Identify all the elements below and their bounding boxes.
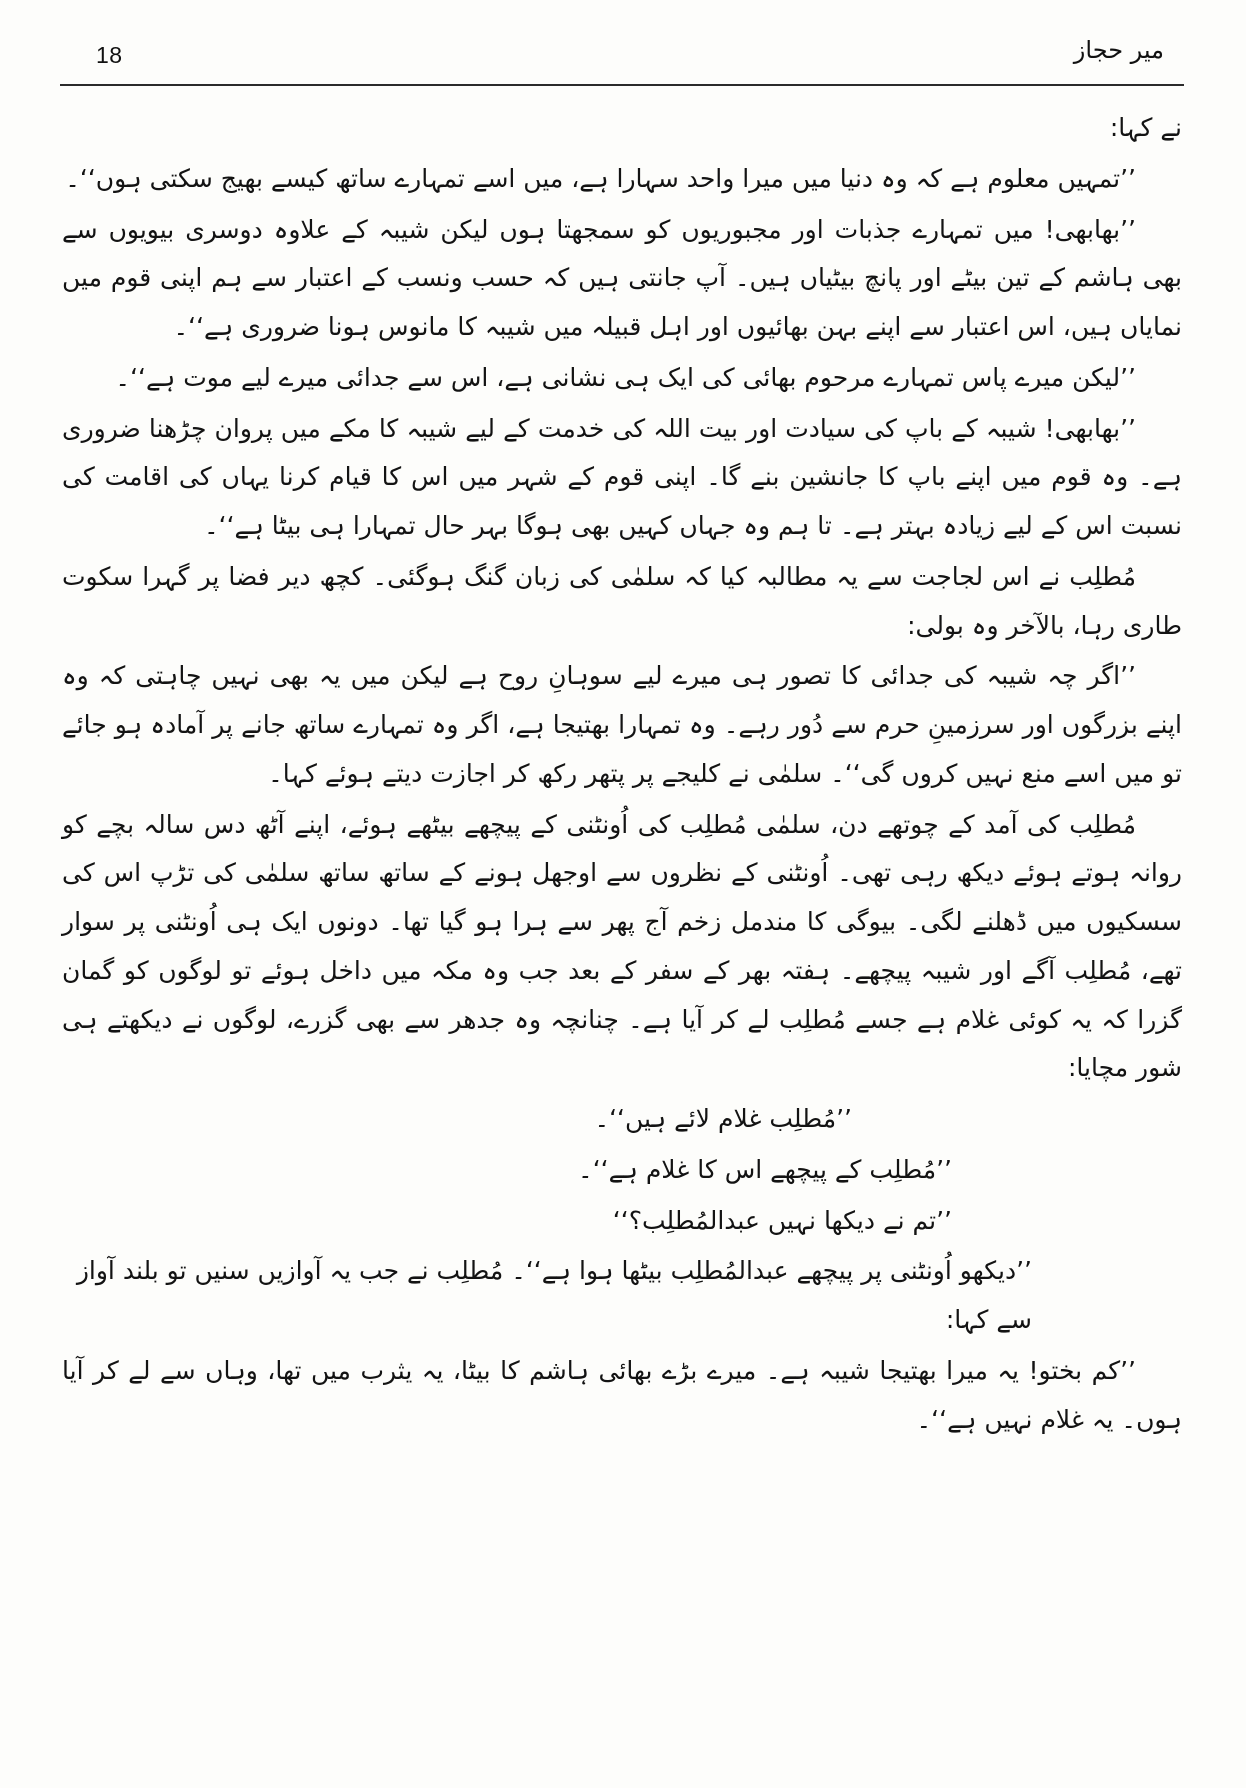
quoted-line: ’’دیکھو اُونٹنی پر پیچھے عبدالمُطلِب بیٹھا ہوا ہے‘‘۔ مُطلِب نے جب یہ آوازیں سنیں تو بلند آواز سے کہا:	[76, 1256, 1032, 1334]
paragraph: نے کہا:	[1109, 113, 1182, 142]
book-title: میر حجاز	[1073, 36, 1164, 64]
paragraph: ’’لیکن میرے پاس تمہارے مرحوم بھائی کی ایک ہی نشانی ہے، اس سے جدائی میرے لیے موت ہے‘‘۔	[115, 362, 1136, 392]
page-header	[72, 34, 1174, 82]
quoted-line: ’’مُطلِب کے پیچھے اس کا غلام ہے‘‘۔	[578, 1154, 952, 1184]
header-divider	[60, 84, 1184, 86]
paragraph: مُطلِب نے اس لجاجت سے یہ مطالبہ کیا کہ سلمٰی کی زبان گنگ ہوگئی۔ کچھ دیر فضا پر گہرا سکوت طاری رہا، بالآخر وہ بولی:	[62, 561, 1182, 640]
paragraph: مُطلِب کی آمد کے چوتھے دن، سلمٰی مُطلِب کی اُونٹنی کے پیچھے بیٹھے ہوئے، اپنے آٹھ دس سالہ بچے کو روانہ ہوتے ہوئے دیکھ رہی تھی۔ اُونٹنی کے نظروں سے اوجھل ہونے کے ساتھ ساتھ سلمٰی کی تڑپ اس کی سسکیوں میں ڈھلنے لگی۔ بیوگی کا مندمل زخم آج پھر سے ہرا ہو گیا تھا۔ دونوں ایک ہی اُونٹنی پر سوار تھے، مُطلِب آگے اور شیبہ پیچھے۔ ہفتہ بھر کے سفر کے بعد جب وہ مکہ میں داخل ہوئے تو لوگوں کو گمان گزرا کہ یہ کوئی غلام ہے جسے مُطلِب لے کر آیا ہے۔ چنانچہ وہ جدھر سے بھی گزرے، لوگوں نے دیکھتے ہی شور مچایا:	[62, 809, 1182, 1083]
paragraph: ’’تمہیں معلوم ہے کہ وہ دنیا میں میرا واحد سہارا ہے، میں اسے تمہارے ساتھ کیسے بھیج سکتی ہوں‘‘۔	[65, 163, 1136, 193]
quoted-line: ’’مُطلِب غلام لائے ہیں‘‘۔	[594, 1104, 852, 1133]
page-number: 18	[96, 42, 123, 68]
body-text	[62, 104, 1182, 1446]
quoted-line: ’’تم نے دیکھا نہیں عبدالمُطلِب؟‘‘	[612, 1205, 952, 1235]
paragraph: ’’بھابھی! میں تمہارے جذبات اور مجبوریوں کو سمجھتا ہوں لیکن شیبہ کے علاوہ دوسری بیویوں سے بھی ہاشم کے تین بیٹے اور پانچ بیٹیاں ہیں۔ آپ جانتی ہیں کہ حسب ونسب کے اعتبار سے ہم اپنی قوم میں نمایاں ہیں، اس اعتبار سے اپنے بہن بھائیوں اور اہل قبیلہ میں شیبہ کا مانوس ہونا ضروری ہے‘‘۔	[62, 214, 1182, 341]
paragraph: ’’کم بختو! یہ میرا بھتیجا شیبہ ہے۔ میرے بڑے بھائی ہاشم کا بیٹا، یہ یثرب میں تھا، وہاں سے لے کر آیا ہوں۔ یہ غلام نہیں ہے‘‘۔	[62, 1355, 1182, 1434]
paragraph: ’’بھابھی! شیبہ کے باپ کی سیادت اور بیت اللہ کی خدمت کے لیے شیبہ کا مکے میں پروان چڑھنا ضروری ہے۔ وہ قوم میں اپنے باپ کا جانشین بنے گا۔ اپنی قوم کے شہر میں اس کا قیام کرنا یہاں کی اقامت کی نسبت اس کے لیے زیادہ بہتر ہے۔ تا ہم وہ جہاں کہیں بھی ہوگا بہر حال تمہارا ہی بیٹا ہے‘‘۔	[62, 413, 1182, 540]
paragraph: ’’اگر چہ شیبہ کی جدائی کا تصور ہی میرے لیے سوہانِ روح ہے لیکن میں یہ بھی نہیں چاہتی کہ وہ اپنے بزرگوں اور سرزمینِ حرم سے دُور رہے۔ وہ تمہارا بھتیجا ہے، اگر وہ تمہارے ساتھ جانے پر آمادہ ہو جائے تو میں اسے منع نہیں کروں گی‘‘۔ سلمٰی نے کلیجے پر پتھر رکھ کر اجازت دیتے ہوئے کہا۔	[62, 661, 1182, 788]
